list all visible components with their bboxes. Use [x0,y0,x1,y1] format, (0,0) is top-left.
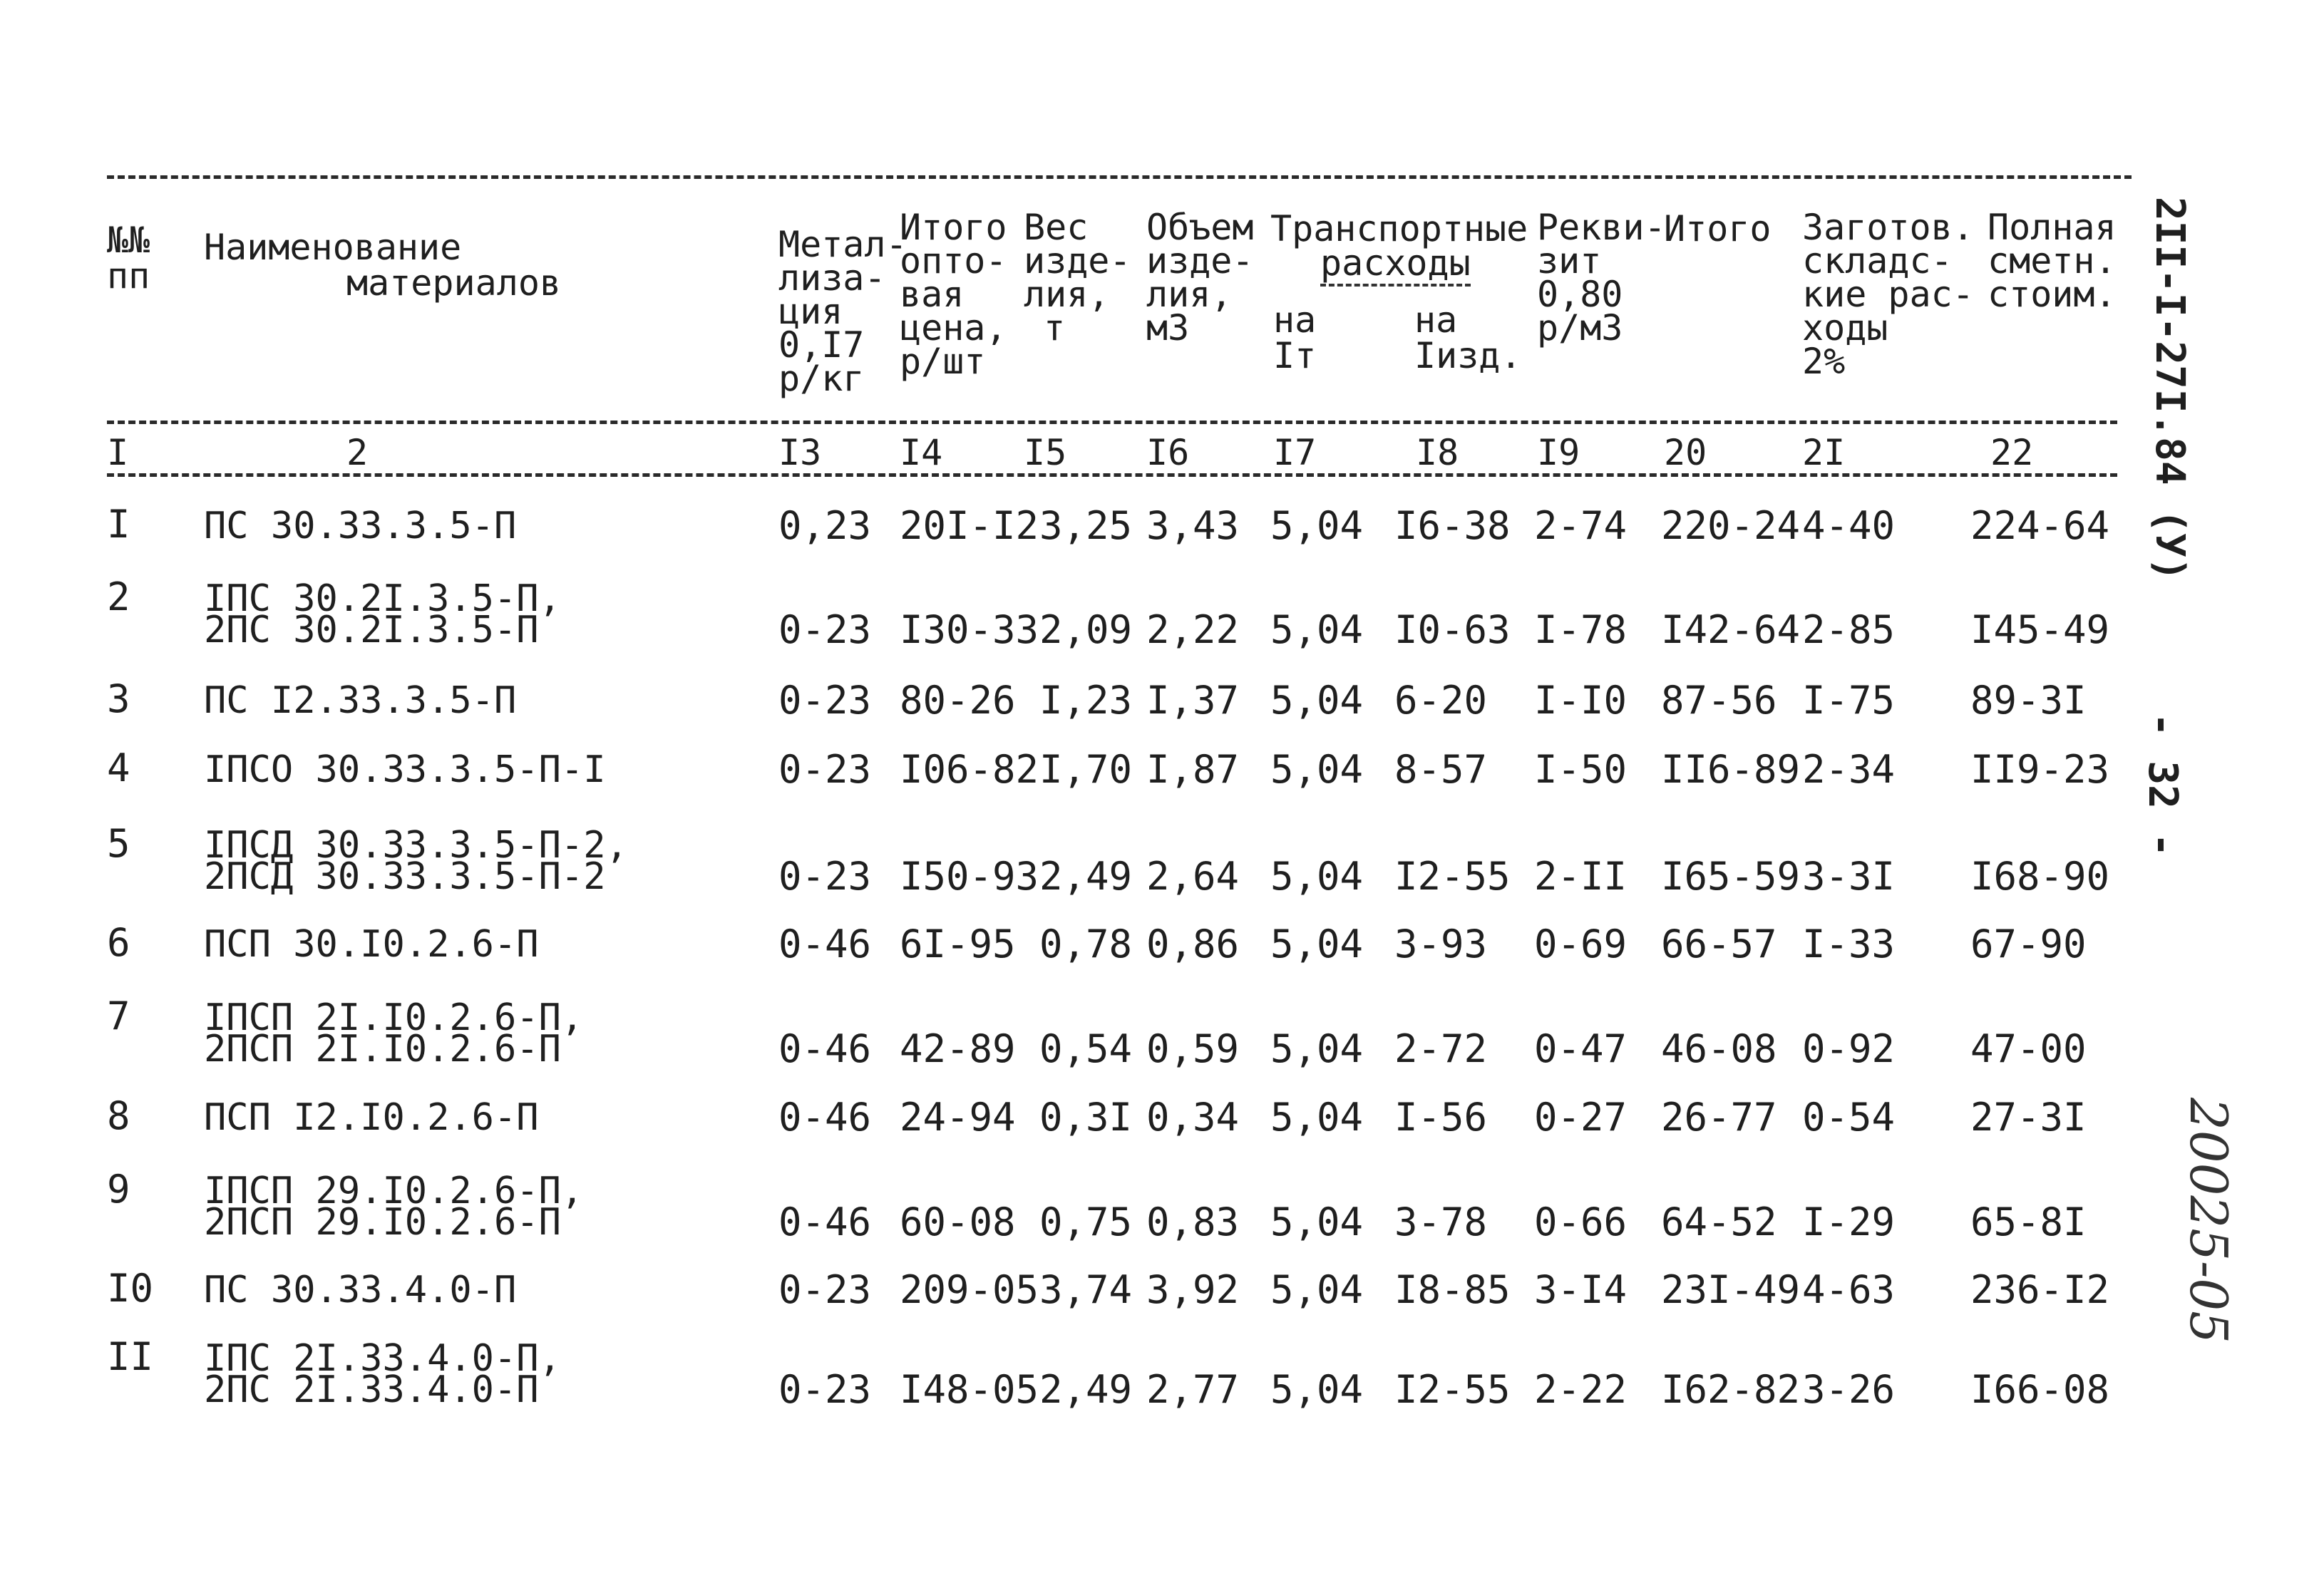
header-per-ton-line: на [1273,299,1317,341]
row-number: 9 [107,1167,130,1212]
cell-c19: I-78 [1534,607,1628,652]
cell-c22: 67-90 [1970,922,2087,966]
cell-c13: 0-23 [778,1267,872,1312]
header-warehouse-line: складс- [1802,240,1953,282]
cell-c18: I6-38 [1394,503,1511,548]
cell-c15: 2,49 [1039,1367,1133,1412]
cell-c15: I,23 [1039,678,1133,723]
cell-c21: I-75 [1802,678,1896,723]
cell-c14: I50-93 [900,854,1039,899]
cell-c13: 0-46 [778,1026,872,1071]
cell-c17: 5,04 [1270,922,1364,966]
cell-c15: 3,74 [1039,1267,1133,1312]
cell-c17: 5,04 [1270,1095,1364,1140]
cell-c15: I,70 [1039,747,1133,792]
header-name-line2: материалов [346,262,562,304]
row-number: 3 [107,676,130,721]
cell-c18: I2-55 [1394,854,1511,899]
column-number: I4 [900,432,943,473]
header-weight-line: изде- [1024,240,1131,282]
row-number: 5 [107,821,130,866]
header-no [107,220,150,297]
cell-c15: 3,25 [1039,503,1133,548]
cell-c20: 66-57 [1661,922,1777,966]
header-full-cost [1988,207,2117,315]
cell-c22: I45-49 [1970,607,2110,652]
cell-c21: 4-40 [1802,503,1896,548]
header-full-cost-line: стоим. [1988,274,2117,315]
material-name: ПСП I2.I0.2.6-П [204,1096,539,1139]
cell-c19: 0-27 [1534,1095,1628,1140]
cell-c20: II6-89 [1661,747,1801,792]
cell-c16: 0,83 [1146,1200,1240,1244]
header-transport [1270,208,1528,249]
header-warehouse [1802,207,1974,382]
cell-c16: 0,59 [1146,1026,1240,1071]
cell-c18: 8-57 [1394,747,1488,792]
cell-c16: 3,92 [1146,1267,1240,1312]
cell-c20: 87-56 [1661,678,1777,723]
header-requisite-line: зит [1537,240,1602,282]
handwritten-number: 20025-05 [2179,1098,2238,1344]
cell-c18: I2-55 [1394,1367,1511,1412]
row-number: 4 [107,746,130,790]
column-number: I6 [1146,432,1190,473]
material-name: 2ПСП 2I.I0.2.6-П [204,1028,561,1071]
cell-c14: 60-08 [900,1200,1016,1244]
cell-c21: 0-92 [1802,1026,1896,1071]
material-name: 2ПСП 29.I0.2.6-П [204,1201,561,1244]
cell-c13: 0-23 [778,747,872,792]
header-warehouse-line: ходы [1802,307,1888,349]
column-number: I5 [1024,432,1067,473]
cell-c14: 24-94 [900,1095,1016,1140]
header-requisite-line: Рекви- [1537,207,1666,248]
material-name: 2ПСД 30.33.3.5-П-2 [204,855,606,898]
cell-c17: 5,04 [1270,678,1364,723]
cell-c18: 2-72 [1394,1026,1488,1071]
cell-c18: 3-78 [1394,1200,1488,1244]
header-total [1664,208,1772,249]
cell-c14: 20I-I2 [900,503,1039,548]
cell-c19: 0-66 [1534,1200,1628,1244]
cell-c15: 2,49 [1039,854,1133,899]
cell-c17: 5,04 [1270,1026,1364,1071]
cell-c14: I48-05 [900,1367,1039,1412]
cell-c15: 0,78 [1039,922,1133,966]
cell-c18: I-56 [1394,1095,1488,1140]
header-weight-line: Вес [1024,207,1089,248]
cell-c16: 2,64 [1146,854,1240,899]
cell-c19: 2-22 [1534,1367,1628,1412]
cell-c16: 3,43 [1146,503,1240,548]
cell-c21: I-29 [1802,1200,1896,1244]
cell-c13: 0,23 [778,503,872,548]
cell-c13: 0-23 [778,607,872,652]
cell-c13: 0-23 [778,678,872,723]
cell-c17: 5,04 [1270,1367,1364,1412]
cell-c19: 0-47 [1534,1026,1628,1071]
cell-c19: 2-74 [1534,503,1628,548]
cell-c18: I8-85 [1394,1267,1511,1312]
cell-c13: 0-46 [778,1095,872,1140]
cell-c16: 2,22 [1146,607,1240,652]
cell-c22: 224-64 [1970,503,2110,548]
cell-c17: 5,04 [1270,854,1364,899]
cell-c22: 47-00 [1970,1026,2087,1071]
cell-c20: 46-08 [1661,1026,1777,1071]
header-total-label: Итого [1664,208,1772,249]
cell-c22: I66-08 [1970,1367,2110,1412]
header-volume-line: Объем [1146,207,1254,248]
cell-c18: 6-20 [1394,678,1488,723]
cell-c19: I-50 [1534,747,1628,792]
header-name-line1: Наименование [204,227,462,268]
material-name: IПСП 2I.I0.2.6-П, [204,996,584,1039]
cell-c14: 80-26 [900,678,1016,723]
cell-c20: 220-24 [1661,503,1801,548]
column-numbers-rule [107,473,2117,477]
header-requisite-line: 0,80 [1537,274,1623,315]
cell-c22: I68-90 [1970,854,2110,899]
cell-c22: 236-I2 [1970,1267,2110,1312]
cell-c20: 64-52 [1661,1200,1777,1244]
row-number: II [107,1334,154,1379]
material-name: ПС 30.33.4.0-П [204,1269,517,1311]
header-full-cost-line: сметн. [1988,240,2117,282]
row-number: 8 [107,1093,130,1138]
header-per-item-line: на [1414,299,1458,341]
cell-c21: 3-3I [1802,854,1896,899]
column-number: 20 [1664,432,1707,473]
cell-c21: 4-63 [1802,1267,1896,1312]
material-name: ПСП 30.I0.2.6-П [204,923,539,966]
cell-c19: 0-69 [1534,922,1628,966]
column-number: I [107,432,129,473]
header-metal-line: Метал- [778,224,908,265]
row-number: 6 [107,920,130,965]
header-opt-price-line: р/шт [900,341,986,382]
header-metal-line: 0,I7 [778,324,865,366]
header-opt-price-line: вая [900,274,965,315]
cell-c21: I-33 [1802,922,1896,966]
column-number: 22 [1990,432,2034,473]
cell-c21: 2-34 [1802,747,1896,792]
cell-c15: 0,75 [1039,1200,1133,1244]
cell-c22: 65-8I [1970,1200,2087,1244]
column-number: 2I [1802,432,1846,473]
header-metal-line: р/кг [778,358,865,399]
cell-c21: 3-26 [1802,1367,1896,1412]
header-warehouse-line: кие рас- [1802,274,1974,315]
header-per-ton-line: Iт [1273,335,1317,376]
header-warehouse-line: Заготов. [1802,207,1974,248]
cell-c14: I30-33 [900,607,1039,652]
row-number: 2 [107,574,130,619]
header-metal [778,224,908,399]
cell-c13: 0-23 [778,1367,872,1412]
header-transport-title: Транспортные [1270,208,1528,249]
header-metal-line: лиза- [778,257,886,299]
cell-c13: 0-46 [778,922,872,966]
cell-c16: I,37 [1146,678,1240,723]
header-requisite-line: р/м3 [1537,307,1623,349]
cell-c14: 6I-95 [900,922,1016,966]
header-metal-line: ция [778,291,843,332]
header-name [204,227,562,304]
header-opt-price-line: Итого [900,207,1007,248]
cell-c16: 2,77 [1146,1367,1240,1412]
header-full-cost-line: Полная [1988,207,2117,248]
cell-c20: I62-82 [1661,1367,1801,1412]
header-per-item [1414,299,1522,376]
cell-c14: 209-05 [900,1267,1039,1312]
header-bottom-rule [107,421,2117,424]
cell-c17: 5,04 [1270,747,1364,792]
material-name: IПС 30.2I.3.5-П, [204,577,561,620]
cell-c13: 0-23 [778,854,872,899]
material-name: IПСД 30.33.3.5-П-2, [204,824,628,867]
header-transport-sub [1270,242,1513,284]
column-number: I7 [1273,432,1317,473]
column-number: I3 [778,432,822,473]
header-weight-line: т [1044,307,1066,349]
material-name: ПС 30.33.3.5-П [204,505,517,547]
cell-c14: I06-82 [900,747,1039,792]
material-name: IПСП 29.I0.2.6-П, [204,1170,584,1212]
row-number: 7 [107,994,130,1038]
cell-c19: 2-II [1534,854,1628,899]
cell-c18: I0-63 [1394,607,1511,652]
header-transport-subtitle: расходы [1320,242,1471,287]
cell-c18: 3-93 [1394,922,1488,966]
cell-c22: 89-3I [1970,678,2087,723]
document-code: 2II-I-27I.84 (У) [2146,197,2193,582]
column-number: I8 [1416,432,1459,473]
cell-c16: 0,34 [1146,1095,1240,1140]
cell-c20: 26-77 [1661,1095,1777,1140]
cell-c22: II9-23 [1970,747,2110,792]
cell-c15: 0,54 [1039,1026,1133,1071]
header-volume-line: лия, [1146,274,1233,315]
cell-c20: I42-64 [1661,607,1801,652]
cell-c21: 0-54 [1802,1095,1896,1140]
cell-c21: 2-85 [1802,607,1896,652]
material-name: ПС I2.33.3.5-П [204,679,517,722]
header-volume [1146,207,1254,349]
header-opt-price-line: опто- [900,240,1007,282]
cell-c17: 5,04 [1270,1200,1364,1244]
row-number: I [107,502,130,547]
material-name: 2ПС 2I.33.4.0-П [204,1368,539,1411]
header-opt-price-line: цена, [900,307,1007,349]
header-weight [1024,207,1131,349]
cell-c17: 5,04 [1270,1267,1364,1312]
row-number: I0 [107,1266,154,1311]
header-no-line2: пп [107,255,150,297]
material-name: IПС 2I.33.4.0-П, [204,1337,561,1380]
cell-c20: 23I-49 [1661,1267,1801,1312]
cell-c16: I,87 [1146,747,1240,792]
header-warehouse-line: 2% [1802,341,1846,382]
material-name: IПСО 30.33.3.5-П-I [204,748,606,791]
cell-c14: 42-89 [900,1026,1016,1071]
material-name: 2ПС 30.2I.3.5-П [204,609,539,651]
header-per-ton [1273,299,1317,376]
cell-c19: 3-I4 [1534,1267,1628,1312]
cell-c17: 5,04 [1270,503,1364,548]
header-volume-line: м3 [1146,307,1190,349]
cell-c19: I-I0 [1534,678,1628,723]
header-no-line1: №№ [107,220,150,261]
cell-c16: 0,86 [1146,922,1240,966]
cell-c20: I65-59 [1661,854,1801,899]
header-requisite [1537,207,1666,349]
cell-c15: 2,09 [1039,607,1133,652]
cell-c15: 0,3I [1039,1095,1133,1140]
header-weight-line: лия, [1024,274,1110,315]
page-number: - 32 - [2139,713,2186,857]
cell-c13: 0-46 [778,1200,872,1244]
cell-c17: 5,04 [1270,607,1364,652]
header-volume-line: изде- [1146,240,1254,282]
header-opt-price [900,207,1007,382]
cell-c22: 27-3I [1970,1095,2087,1140]
header-per-item-line: Iизд. [1414,335,1522,376]
top-rule [107,175,2132,179]
column-number: 2 [346,432,369,473]
column-number: I9 [1537,432,1580,473]
